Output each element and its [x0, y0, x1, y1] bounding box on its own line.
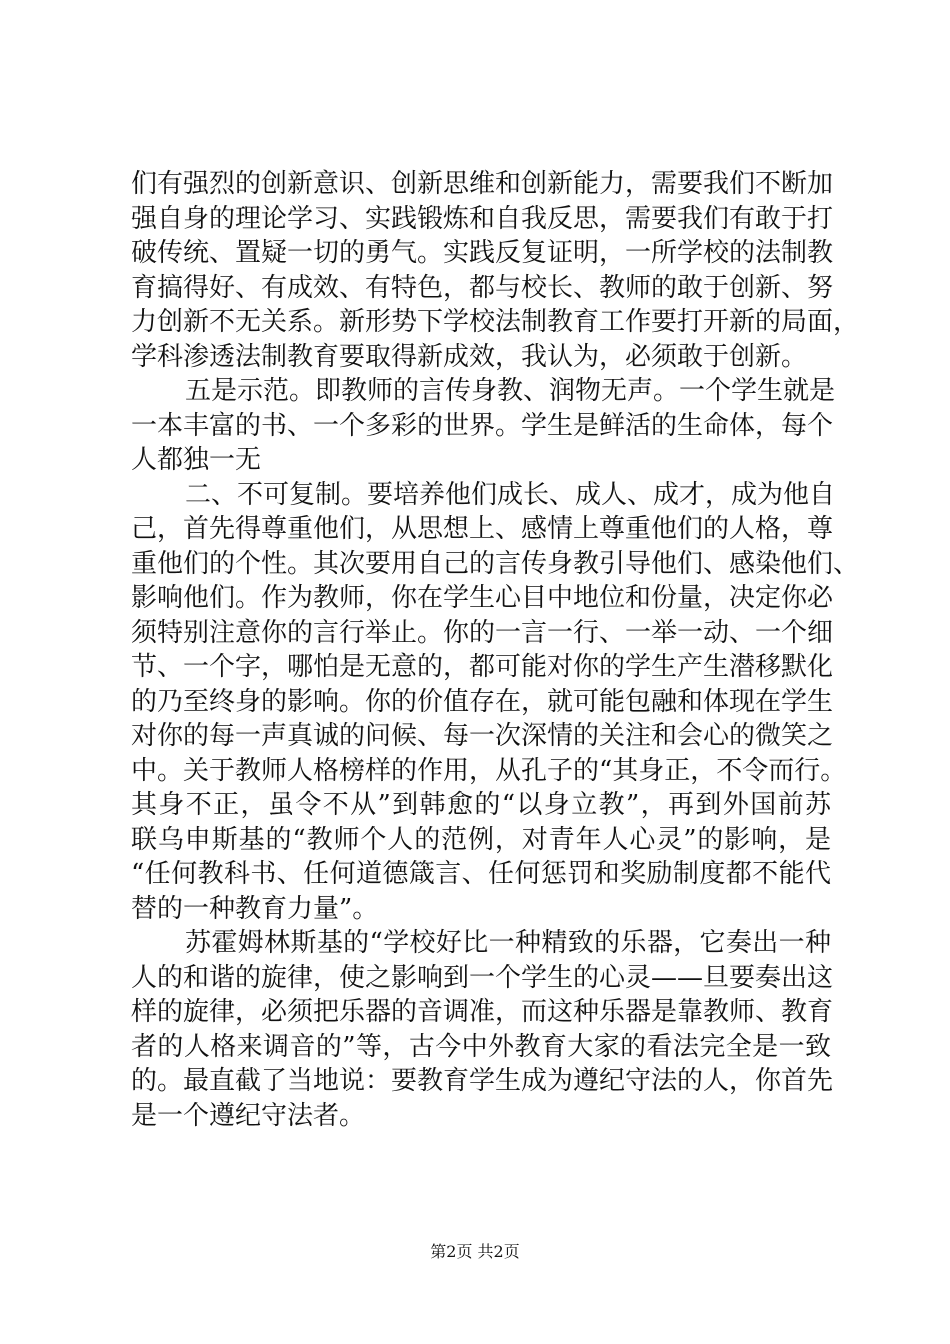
text-line: 须特别注意你的言行举止。你的一言一行、一举一动、一个细 [131, 617, 834, 648]
text-line: 苏霍姆林斯基的“学校好比一种精致的乐器，它奏出一种 [185, 928, 831, 958]
text-line: 学科渗透法制教育要取得新成效，我认为，必须敢于创新。 [131, 341, 808, 372]
text-line: 育搞得好、有成效、有特色，都与校长、教师的敢于创新、努 [131, 272, 834, 303]
text-line: 影响他们。作为教师，你在学生心目中地位和份量，决定你必 [131, 583, 834, 613]
text-line: 替的一种教育力量”。 [131, 893, 379, 924]
text-line: 强自身的理论学习、实践锻炼和自我反思，需要我们有敢于打 [131, 203, 834, 234]
text-line: 者的人格来调音的”等，古今中外教育大家的看法完全是一致 [131, 1031, 831, 1062]
text-line: 二、不可复制。要培养他们成长、成人、成才，成为他自 [185, 479, 836, 510]
text-line: 是一个遵纪守法者。 [131, 1100, 366, 1131]
text-line: 一本丰富的书、一个多彩的世界。学生是鲜活的生命体，每个 [131, 410, 834, 441]
text-line: 人都独一无 [131, 445, 262, 475]
text-line: 其身不正，虽令不从”到韩愈的“以身立教”，再到外国前苏 [131, 790, 831, 820]
text-line: 的。最直截了当地说：要教育学生成为遵纪守法的人，你首先 [131, 1066, 834, 1096]
text-line: 的乃至终身的影响。你的价值存在，就可能包融和体现在学生 [131, 686, 834, 717]
text-line: 联乌申斯基的“教师个人的范例，对青年人心灵”的影响，是 [131, 824, 831, 855]
text-line: 对你的每一声真诚的问候、每一次深情的关注和会心的微笑之 [131, 721, 834, 751]
text-line: 节、一个字，哪怕是无意的，都可能对你的学生产生潜移默化 [131, 652, 834, 682]
text-line: 人的和谐的旋律，使之影响到一个学生的心灵——旦要奏出这 [131, 962, 834, 993]
text-line: 中。关于教师人格榜样的作用，从孔子的“其身正，不令而行。 [131, 755, 847, 786]
text-line: 力创新不无关系。新形势下学校法制教育工作要打开新的局面， [131, 307, 860, 337]
text-line: “任何教科书、任何道德箴言、任何惩罚和奖励制度都不能代 [131, 859, 831, 889]
page-number-footer: 第2页 共2页 [430, 1242, 520, 1261]
text-line: 破传统、置疑一切的勇气。实践反复证明，一所学校的法制教 [131, 238, 834, 268]
text-line: 们有强烈的创新意识、创新思维和创新能力，需要我们不断加 [131, 169, 834, 199]
text-line: 己，首先得尊重他们，从思想上、感情上尊重他们的人格，尊 [131, 514, 834, 544]
text-line: 重他们的个性。其次要用自己的言传身教引导他们、感染他们、 [131, 548, 860, 579]
body-text [131, 167, 860, 1133]
text-line: 五是示范。即教师的言传身教、润物无声。一个学生就是 [185, 376, 836, 406]
text-line: 样的旋律，必须把乐器的音调准，而这种乐器是靠教师、教育 [131, 997, 834, 1027]
